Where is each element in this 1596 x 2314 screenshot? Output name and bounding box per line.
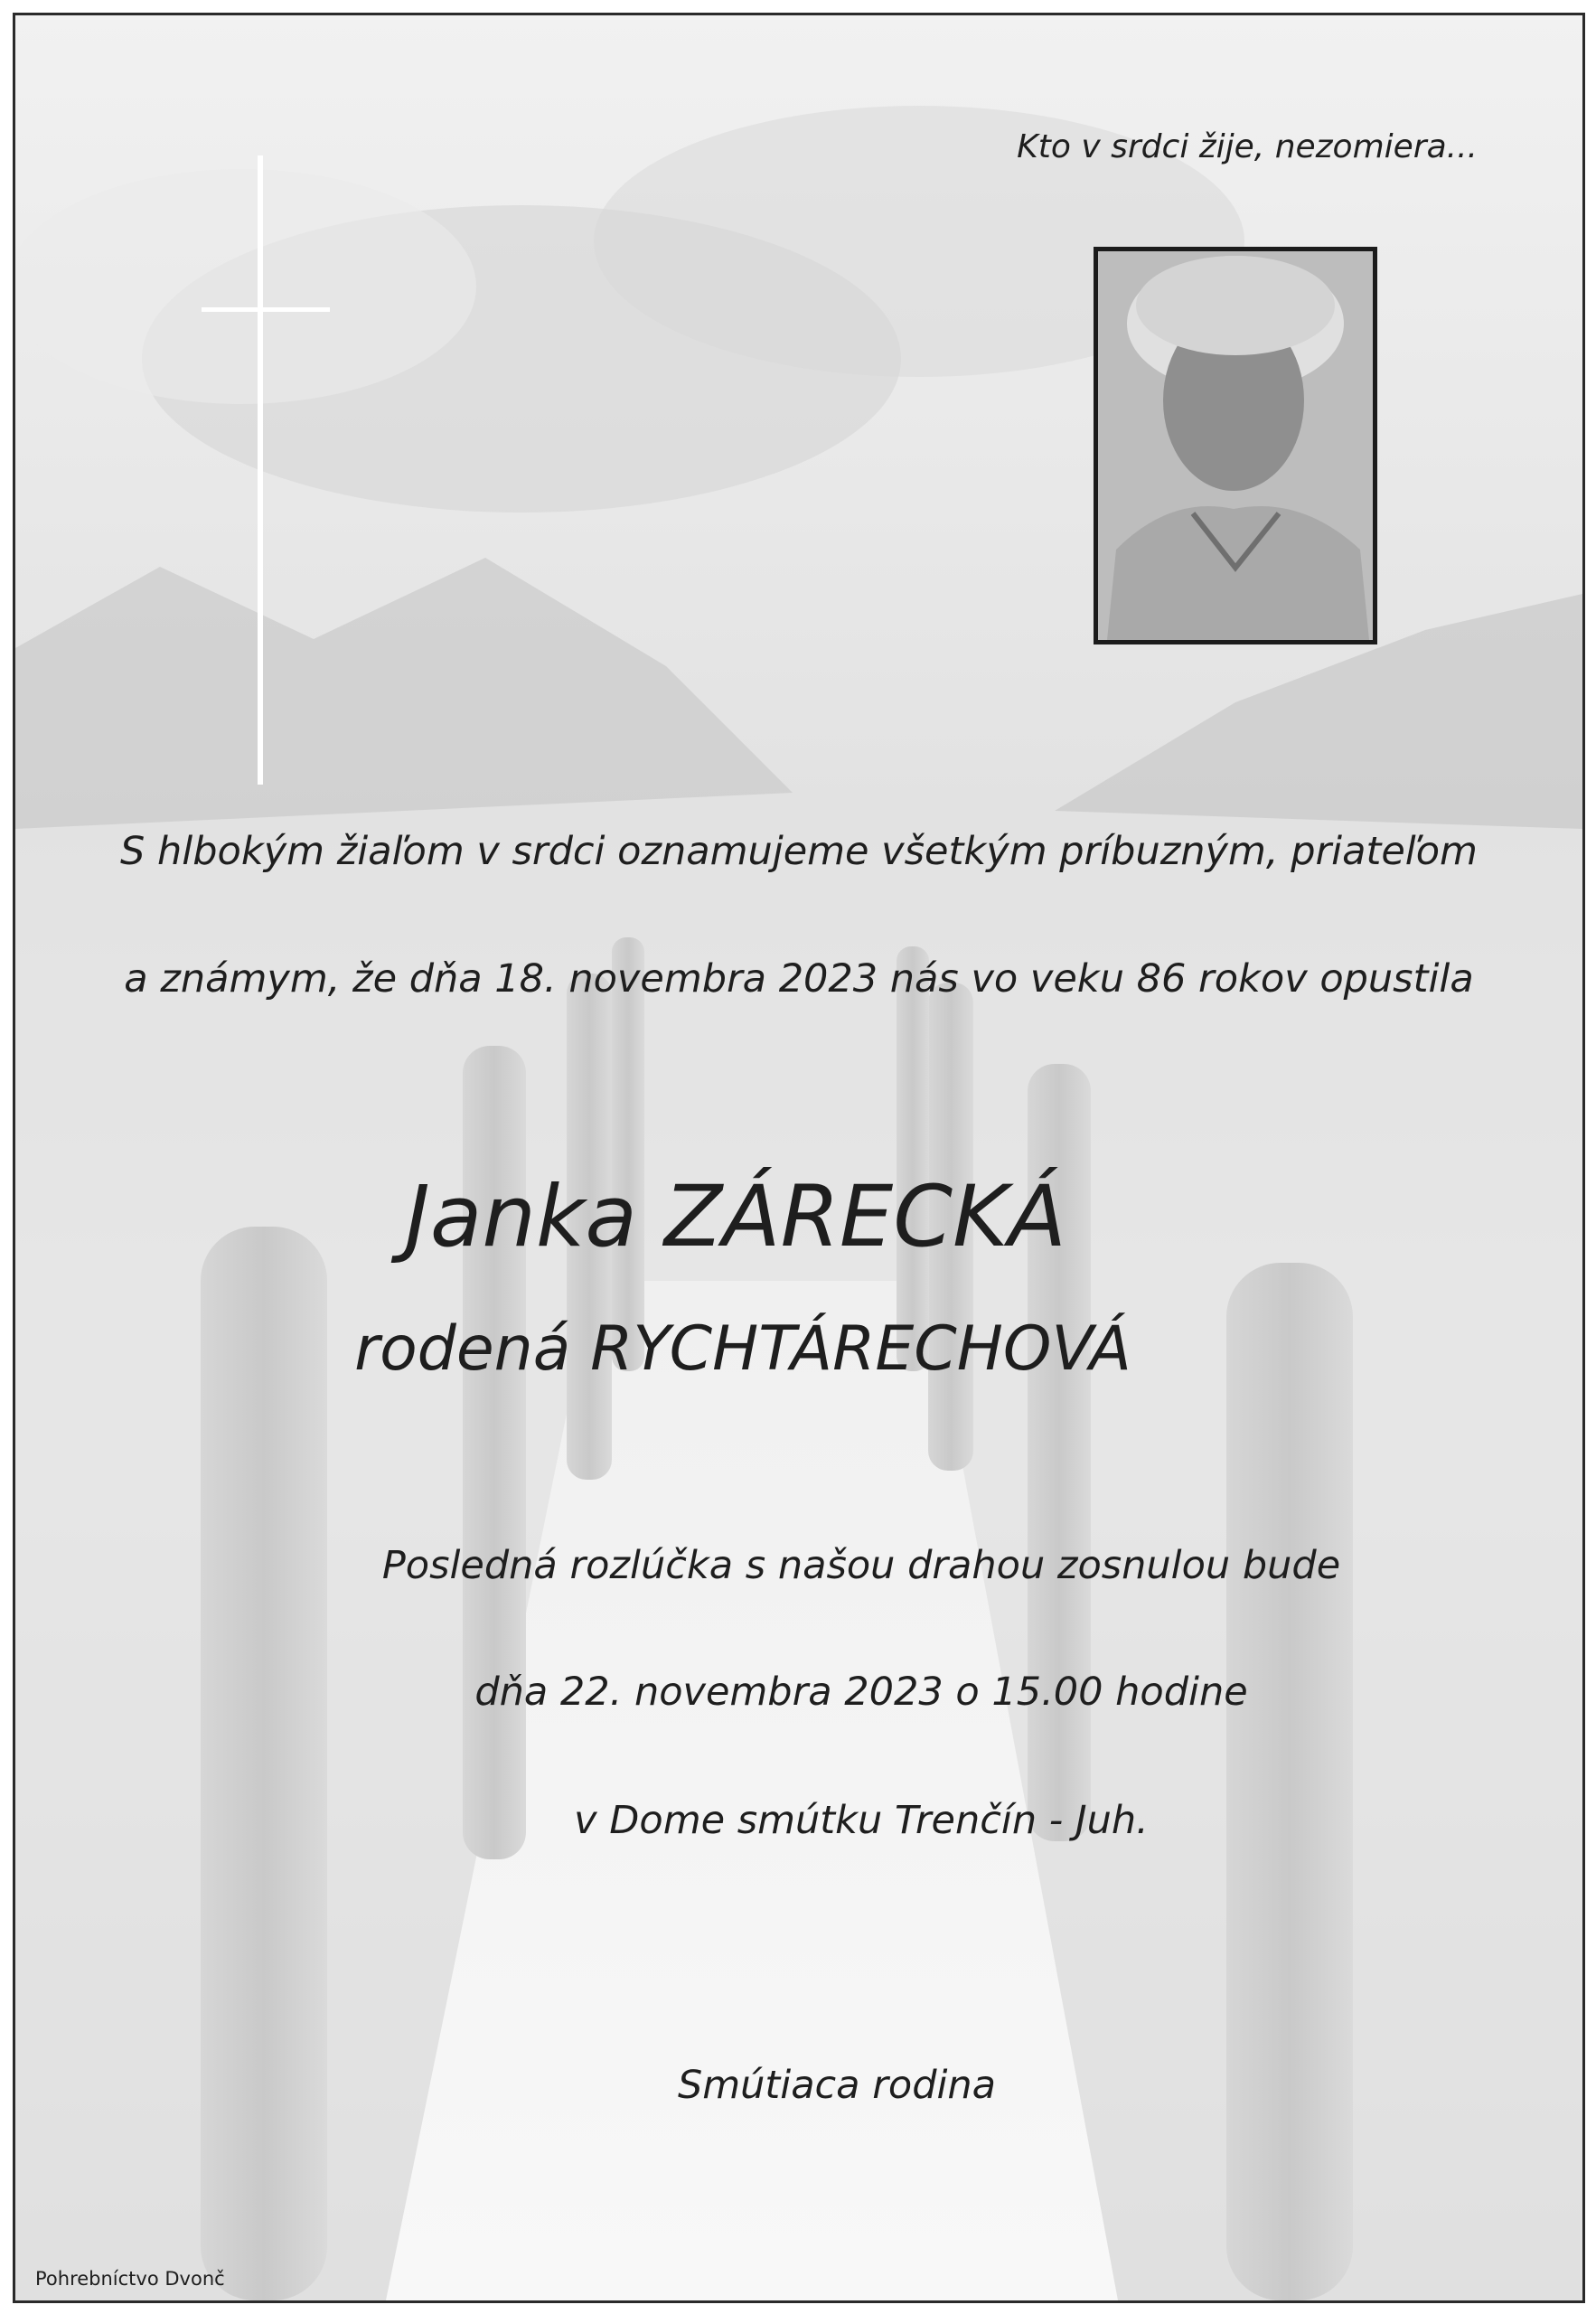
intro-line-2: a známym, že dňa 18. novembra 2023 nás vo veku 86 rokov opustila	[124, 956, 1474, 1002]
intro-line-1: S hlbokým žiaľom v srdci oznamujeme všetkým príbuzným, priateľom	[120, 829, 1478, 874]
signature: Smútiaca rodina	[677, 2063, 997, 2108]
cross-icon-bar	[202, 307, 330, 312]
funeral-line-2: dňa 22. novembra 2023 o 15.00 hodine	[474, 1670, 1248, 1715]
funeral-line-1: Posledná rozlúčka s našou drahou zosnulou bude	[381, 1543, 1341, 1588]
funeral-line-3: v Dome smútku Trenčín - Juh.	[574, 1798, 1149, 1843]
funeral-home-credit: Pohrebníctvo Dvonč	[35, 2268, 225, 2290]
obituary-card	[13, 13, 1585, 2303]
cross-icon	[258, 155, 263, 785]
motto: Kto v srdci žije, nezomiera...	[1017, 128, 1478, 165]
deceased-name: Janka ZÁRECKÁ	[405, 1168, 1066, 1266]
portrait-photo	[1094, 247, 1377, 644]
portrait-image	[1098, 251, 1373, 640]
maiden-name: rodená RYCHTÁRECHOVÁ	[354, 1313, 1131, 1385]
